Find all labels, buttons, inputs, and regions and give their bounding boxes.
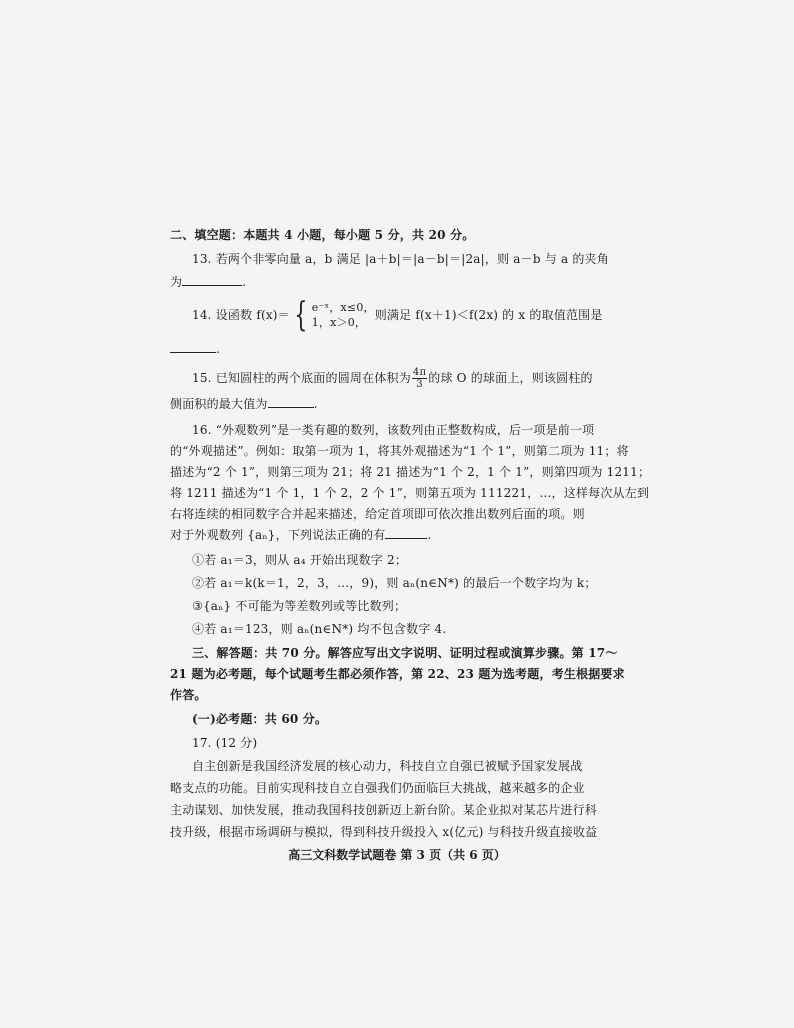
question-16-last-suffix: . (427, 528, 432, 542)
question-13-prefix: 为 (170, 275, 183, 289)
question-15-line2-suffix: . (313, 397, 318, 411)
question-17-line1: 自主创新是我国经济发展的核心动力，科技自立自强已被赋予国家发展战 (192, 759, 583, 773)
case-2: 1，x＞0， (311, 316, 367, 329)
section-heading-answer-line1: 三、解答题：共 70 分。解答应写出文字说明、证明过程或演算步骤。第 17～ (192, 646, 618, 660)
option-3: ③{aₙ} 不可能为等差数列或等比数列； (192, 599, 407, 613)
question-17-line4: 技升级，根据市场调研与模拟，得到科技升级投入 x(亿元) 与科技升级直接收益 (170, 825, 598, 839)
question-14-end: . (216, 342, 221, 356)
page-footer: 高三文科数学试题卷 第 3 页（共 6 页） (288, 848, 506, 862)
answer-blank-16 (385, 526, 427, 539)
question-16-line1: 16. “外观数列”是一类有趣的数列，该数列由正整数构成，后一项是前一项 (192, 423, 595, 437)
question-15-line1 (192, 366, 612, 390)
option-1: ①若 a₁＝3，则从 a₄ 开始出现数字 2； (192, 553, 408, 567)
answer-blank-13 (182, 273, 242, 286)
question-16-line4: 将 1211 描述为“1 个 1，1 个 2，2 个 1”，则第五项为 111221，…，这样每次从左到 (170, 486, 650, 500)
case-1: e⁻ˣ，x≤0， (311, 301, 375, 314)
question-16-line2: 的“外观描述”。例如：取第一项为 1，将其外观描述为“1 个 1”，则第二项为 11；将 (170, 444, 629, 458)
fraction-denominator: 3 (416, 379, 423, 390)
question-16-line6 (170, 526, 590, 544)
fraction-numerator: 4π (412, 367, 427, 378)
question-16-last-prefix: 对于外观数列 {aₙ}，下列说法正确的有 (170, 528, 386, 542)
section-heading-answer-line2: 21 题为必考题，每个试题考生都必须作答，第 22、23 题为选考题，考生根据要求 (170, 667, 625, 681)
required-section-heading: (一)必考题：共 60 分。 (192, 712, 328, 726)
option-4: ④若 a₁＝123，则 aₙ(n∈N*) 均不包含数字 4. (192, 622, 447, 636)
question-16-line3: 描述为“2 个 1”，则第三项为 21；将 21 描述为“1 个 2，1 个 1”，则第四项为 1211； (170, 465, 651, 479)
section-heading-fill-in: 二、填空题：本题共 4 小题，每小题 5 分，共 20 分。 (170, 228, 475, 242)
question-15-prefix: 15. 已知圆柱的两个底面的圆周在体积为 (192, 371, 411, 385)
option-2: ②若 a₁＝k(k＝1，2，3，…，9)，则 aₙ(n∈N*) 的最后一个数字均为 k； (192, 576, 597, 590)
brace-icon: { (294, 295, 308, 335)
question-14-prefix: 14. 设函数 f(x)＝ (192, 307, 290, 322)
question-14-line2 (170, 340, 590, 358)
question-15-suffix: 的球 O 的球面上，则该圆柱的 (428, 371, 593, 385)
fraction (412, 367, 427, 390)
question-17-label: 17. (12 分) (192, 736, 258, 750)
question-16-line5: 右将连续的相同数字合并起来描述，给定首项即可依次推出数列后面的项。则 (170, 507, 585, 521)
section-heading-answer-line3: 作答。 (170, 688, 207, 702)
piecewise-function (290, 297, 375, 333)
answer-blank-15 (268, 395, 314, 408)
question-17-line2: 略支点的功能。目前实现科技自立自强我们仍面临巨大挑战，越来越多的企业 (170, 781, 585, 795)
question-13-suffix: . (242, 275, 247, 289)
question-13-line2 (170, 273, 590, 291)
question-15-line2 (170, 395, 590, 413)
question-17-line3: 主动谋划、加快发展，推动我国科技创新迈上新台阶。某企业拟对某芯片进行科 (170, 803, 598, 817)
question-15-line2-prefix: 侧面积的最大值为 (170, 397, 268, 411)
question-13-line1: 13. 若两个非零向量 a，b 满足 |a＋b|＝|a－b|＝|2a|，则 a－b 与 a 的夹角 (192, 252, 609, 266)
question-14 (192, 295, 612, 335)
question-14-suffix: 则满足 f(x＋1)＜f(2x) 的 x 的取值范围是 (374, 307, 603, 322)
answer-blank-14 (170, 340, 216, 353)
